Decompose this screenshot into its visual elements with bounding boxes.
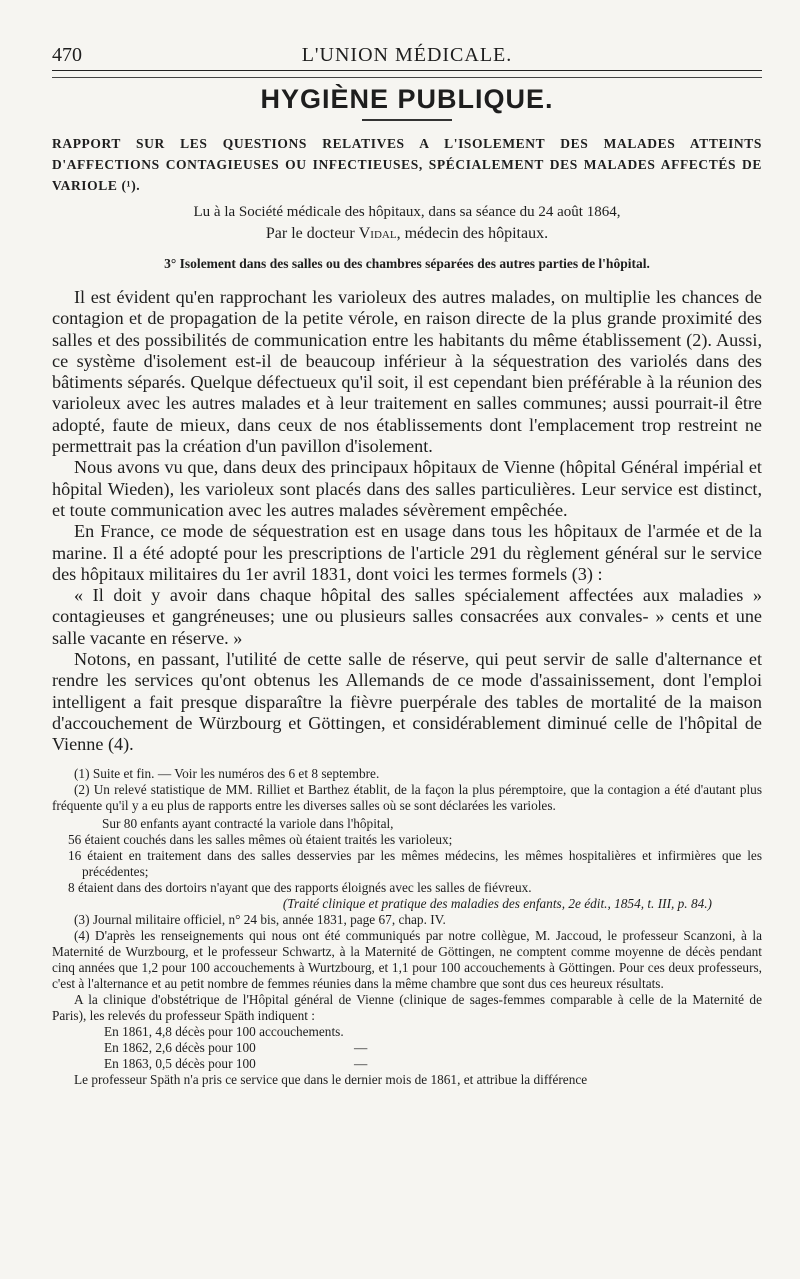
section-title: HYGIÈNE PUBLIQUE.	[260, 84, 554, 114]
footnote-4-continued: A la clinique d'obstétrique de l'Hôpital général de Vienne (clinique de sages-femmes comparable à celle de la Maternité de Paris), les relevés du professeur Späth indiquent :	[52, 991, 762, 1023]
byline-prefix: Par le docteur	[265, 225, 355, 242]
year-row	[104, 1056, 762, 1072]
quoted-regulation: « Il doit y avoir dans chaque hôpital des salles spécialement affectées aux maladies » contagieuses et gangréneuses; une ou plusieurs salles consacrées aux convales- » cents et une salle vacante en réserve. »	[52, 585, 762, 648]
paragraph: Il est évident qu'en rapprochant les varioleux des autres malades, on multiplie les chances de contagion et de propagation de la petite vérole, en raison directe de la plus grande proximité des salles et des possibilités de communication entre les habitants du même établissement (2). Aussi, ce système d'isolement est-il de beaucoup inférieur à la séquestration des variolés dans des bâtiments séparés. Quelque défectueux qu'il soit, il est cependant bien préférable à la réunion des varioleux avec les autres malades et à leur traitement en salles communes; aussi pourrait-il être adopté, faute de mieux, dans ceux de nos établissements dont l'emplacement trop restreint ne permettrait pas la création d'un pavillon d'isolement.	[52, 287, 762, 457]
subsection-heading: 3° Isolement dans des salles ou des chambres séparées des autres parties de l'hôpital.	[164, 256, 650, 271]
year-label: En 1862, 2,6 décès pour 100	[104, 1039, 256, 1055]
running-head	[52, 40, 762, 71]
footnotes	[52, 766, 762, 1088]
paragraph: Notons, en passant, l'utilité de cette salle de réserve, qui peut servir de salle d'alternance et rendre les services qu'ont obtenus les Allemands de ce mode d'assainissement, dont l'emploi intelligent a fait presque disparaître la fièvre puerpérale des tables de mortalité de la maison d'accouchement de Würzbourg et Göttingen, et considérablement diminué celle de l'hôpital de Vienne (4).	[52, 649, 762, 755]
page-number: 470	[52, 44, 82, 66]
statistic-line: 8 étaient dans des dortoirs n'ayant que des rapports éloignés avec les salles de fiévreux.	[68, 879, 532, 895]
statistic-line: 16 étaient en traitement dans des salles desservies par les mêmes médecins, les mêmes hospitalières et infirmières que les précédentes;	[68, 847, 762, 879]
report-title: RAPPORT SUR LES QUESTIONS RELATIVES A L'ISOLEMENT DES MALADES ATTEINTS D'AFFECTIONS CONTAGIEUSES OU INFECTIEUSES, SPÉCIALEMENT DES MALADES AFFECTÉS DE VARIOLE (¹).	[52, 136, 762, 193]
footnote-3: (3) Journal militaire officiel, n° 24 bis, année 1831, page 67, chap. IV.	[74, 911, 446, 927]
journal-title: L'UNION MÉDICALE.	[301, 44, 513, 66]
author-name: Vidal	[358, 225, 397, 242]
year-dash: —	[354, 1039, 368, 1055]
year-row	[104, 1040, 762, 1056]
statistic-intro: Sur 80 enfants ayant contracté la variole dans l'hôpital,	[102, 815, 394, 831]
paragraph: En France, ce mode de séquestration est en usage dans tous les hôpitaux de l'armée et de la marine. Il a été adopté pour les prescriptions de l'article 291 du règlement général sur le service des hôpitaux militaires du 1er avril 1831, dont voici les termes formels (3) :	[52, 521, 762, 584]
paragraph: Nous avons vu que, dans deux des principaux hôpitaux de Vienne (hôpital Général impérial et hôpital Wieden), les varioleux sont placés dans des salles particulières. Leur service est distinct, et toute communication avec les autres malades sévèrement empêchée.	[52, 457, 762, 520]
statistic-line: 56 étaient couchés dans les salles mêmes où étaient traités les varioleux;	[68, 831, 453, 847]
footnote-4-final: Le professeur Späth n'a pris ce service que dans le dernier mois de 1861, et attribue la différence	[74, 1071, 588, 1087]
byline	[52, 225, 762, 243]
header-rule	[52, 77, 762, 78]
year-label: En 1863, 0,5 décès pour 100	[104, 1055, 256, 1071]
year-row	[104, 1024, 762, 1040]
read-at-line: Lu à la Société médicale des hôpitaux, dans sa séance du 24 août 1864,	[193, 204, 621, 220]
footnote-2: (2) Un relevé statistique de MM. Rilliet et Barthez établit, de la façon la plus péremptoire, que la contagion a été d'autant plus fréquente qu'il y a eu plus de rapports entre les diverses salles où se sont déclarées les varioles.	[52, 781, 762, 813]
year-label: En 1861, 4,8 décès pour 100 accouchements.	[104, 1023, 344, 1039]
year-dash: —	[354, 1055, 368, 1071]
byline-suffix: , médecin des hôpitaux.	[396, 225, 549, 242]
statistic-source: (Traité clinique et pratique des maladies des enfants, 2e édit., 1854, t. III, p. 84.)	[282, 895, 712, 911]
footnote-1: (1) Suite et fin. — Voir les numéros des 6 et 8 septembre.	[74, 765, 380, 781]
title-rule	[362, 119, 452, 121]
footnote-4: (4) D'après les renseignements qui nous ont été communiqués par notre collègue, M. Jaccoud, le professeur Scanzoni, à la Maternité de Wurzbourg, et le professeur Schwartz, à la Maternité de Göttingen, ne comptent comme moyenne de décès pendant cinq années que 1,2 pour 100 accouchements à Wurtzbourg, et 1,1 pour 100 accouchements à Göttingen. Pour ces deux professeurs, c'est à l'alternance et au petit nombre de femmes réunies dans la même chambre que sont dus ces heureux résultats.	[52, 927, 762, 991]
